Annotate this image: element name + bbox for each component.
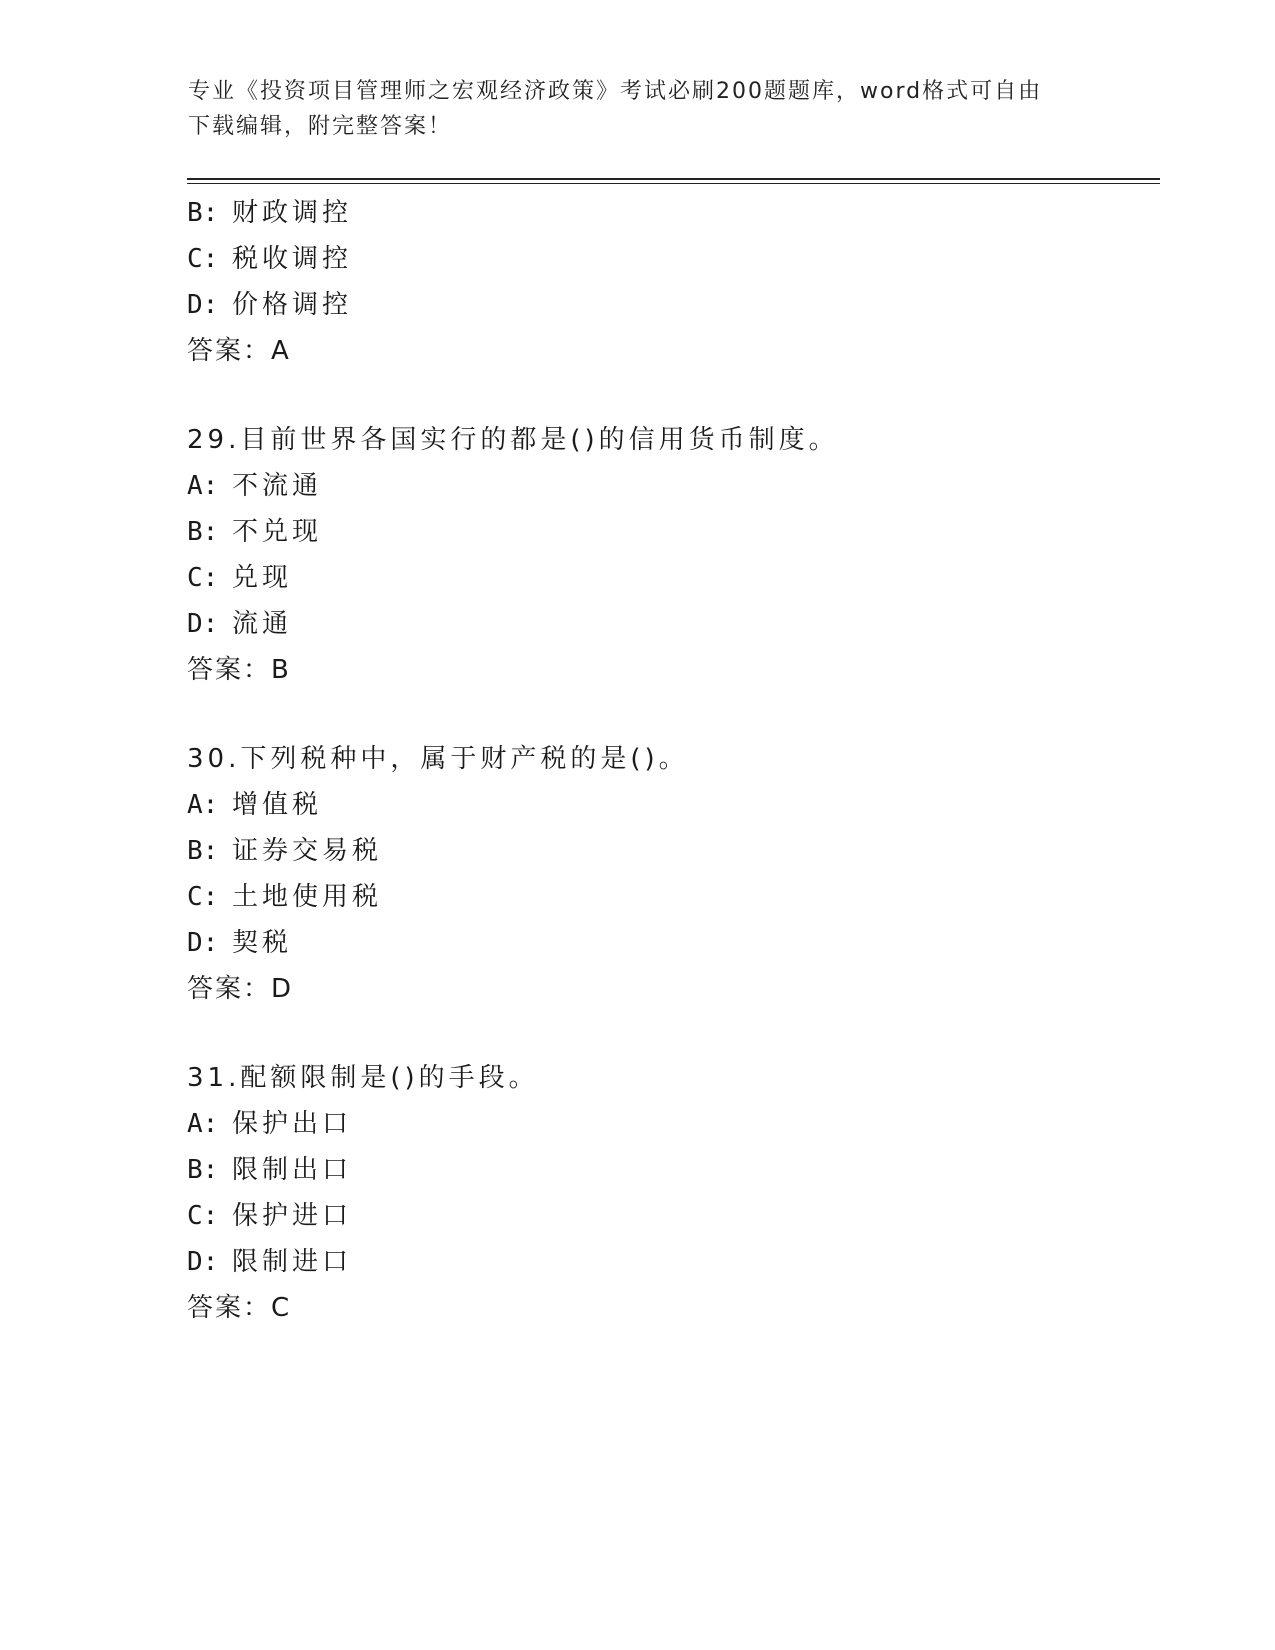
option-key: C:: [187, 1201, 219, 1231]
option-key: B:: [187, 836, 219, 866]
option-key: C:: [187, 882, 219, 912]
option-a: [187, 1101, 1160, 1147]
question-partial: [187, 190, 1160, 374]
option-text: 税收调控: [232, 244, 353, 274]
option-key: B:: [187, 198, 219, 228]
option-d: [187, 601, 1160, 647]
option-a: [187, 782, 1160, 828]
option-text: 保护进口: [232, 1201, 353, 1231]
option-key: B:: [187, 517, 219, 547]
option-c: [187, 555, 1160, 601]
option-text: 证券交易税: [232, 836, 383, 866]
answer-line: 答案：A: [187, 336, 291, 366]
option-b: [187, 828, 1160, 874]
question-stem: 29.目前世界各国实行的都是()的信用货币制度。: [187, 425, 839, 455]
option-text: 不流通: [232, 471, 323, 501]
question-stem: 31.配额限制是()的手段。: [187, 1063, 539, 1093]
option-text: 不兑现: [232, 517, 323, 547]
question-list: [187, 190, 1160, 1331]
option-d: [187, 282, 1160, 328]
option-key: B:: [187, 1155, 219, 1185]
option-key: A:: [187, 790, 219, 820]
option-text: 兑现: [232, 563, 293, 593]
option-key: A:: [187, 1109, 219, 1139]
option-c: [187, 1193, 1160, 1239]
option-text: 契税: [232, 928, 293, 958]
option-a: [187, 463, 1160, 509]
option-b: [187, 190, 1160, 236]
option-b: [187, 509, 1160, 555]
option-text: 财政调控: [232, 198, 353, 228]
option-d: [187, 1239, 1160, 1285]
option-key: D:: [187, 290, 219, 320]
option-key: C:: [187, 244, 219, 274]
page-header: [188, 74, 1088, 144]
option-text: 限制进口: [232, 1247, 353, 1277]
answer-line: 答案：D: [187, 974, 294, 1004]
header-divider: [187, 178, 1160, 184]
option-key: D:: [187, 928, 219, 958]
option-key: A:: [187, 471, 219, 501]
option-text: 限制出口: [232, 1155, 353, 1185]
answer-line: 答案：B: [187, 655, 291, 685]
option-text: 增值税: [232, 790, 323, 820]
header-line-1: 专业《投资项目管理师之宏观经济政策》考试必刷200题题库，word格式可自由: [188, 79, 1043, 104]
option-key: D:: [187, 609, 219, 639]
option-d: [187, 920, 1160, 966]
option-c: [187, 236, 1160, 282]
question-30: [187, 736, 1160, 1012]
header-line-2: 下载编辑，附完整答案！: [188, 114, 453, 139]
option-text: 保护出口: [232, 1109, 353, 1139]
option-text: 价格调控: [232, 290, 353, 320]
option-key: C:: [187, 563, 219, 593]
question-stem: 30.下列税种中，属于财产税的是()。: [187, 744, 689, 774]
option-c: [187, 874, 1160, 920]
question-29: [187, 417, 1160, 693]
option-text: 土地使用税: [232, 882, 383, 912]
answer-line: 答案：C: [187, 1293, 292, 1323]
question-31: [187, 1055, 1160, 1331]
option-b: [187, 1147, 1160, 1193]
option-key: D:: [187, 1247, 219, 1277]
option-text: 流通: [232, 609, 293, 639]
